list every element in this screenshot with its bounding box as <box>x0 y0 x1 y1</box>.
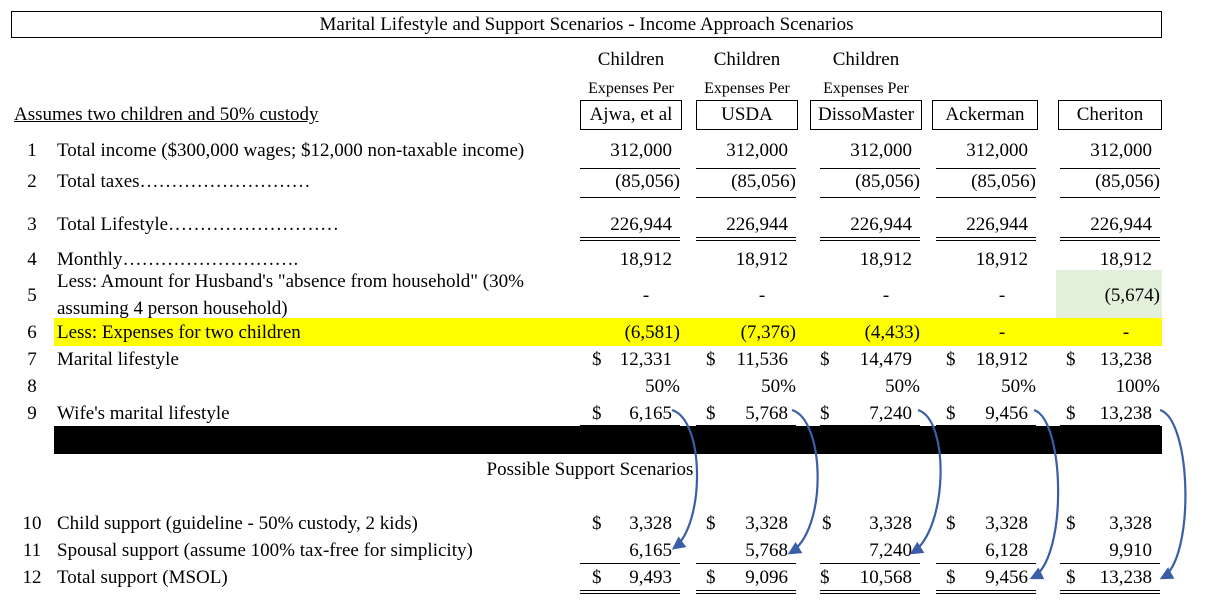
cell-value: 9,910 <box>1109 540 1152 561</box>
cell-value: 226,944 <box>726 214 788 235</box>
currency-symbol: $ <box>946 349 956 370</box>
cell-value: 3,328 <box>629 513 672 534</box>
cell-value: 11,536 <box>736 349 788 370</box>
row-label: Total taxes……………………… <box>57 171 311 192</box>
cell-value: (4,433) <box>864 322 920 343</box>
currency-symbol: $ <box>1066 513 1076 534</box>
cell-value: 50% <box>645 376 680 397</box>
row-number: 9 <box>27 403 37 424</box>
cell-value: 9,096 <box>745 567 788 588</box>
cell-value: (85,056) <box>1095 171 1160 192</box>
cell-value: 50% <box>885 376 920 397</box>
cell-value: 3,328 <box>745 513 788 534</box>
currency-symbol: $ <box>1066 403 1076 424</box>
currency-symbol: $ <box>592 349 602 370</box>
cell-value: 12,331 <box>619 349 672 370</box>
cell-value: 50% <box>761 376 796 397</box>
cell-value: 100% <box>1115 376 1160 397</box>
cell-value: (85,056) <box>731 171 796 192</box>
report-title: Marital Lifestyle and Support Scenarios - Income Approach Scenarios <box>11 11 1162 38</box>
column-cheriton: Cheriton <box>1058 100 1162 130</box>
currency-symbol: $ <box>706 567 716 588</box>
currency-symbol: $ <box>706 349 716 370</box>
cell-value: - <box>998 285 1006 306</box>
header-top-ajwa: Children <box>597 49 665 70</box>
cell-value: 10,568 <box>859 567 912 588</box>
currency-symbol: $ <box>822 513 832 534</box>
arrow-ackerman <box>1032 410 1058 578</box>
cell-value: 226,944 <box>850 214 912 235</box>
currency-symbol: $ <box>946 403 956 424</box>
row-number: 8 <box>27 376 37 397</box>
row-number: 6 <box>27 322 37 343</box>
cell-value: 13,238 <box>1099 403 1152 424</box>
cell-value: 3,328 <box>1109 513 1152 534</box>
row-label: Total support (MSOL) <box>57 567 228 588</box>
cell-value: 6,165 <box>629 540 672 561</box>
currency-symbol: $ <box>706 513 716 534</box>
cell-value: 226,944 <box>966 214 1028 235</box>
cell-value: 13,238 <box>1099 567 1152 588</box>
cell-value: 18,912 <box>975 249 1028 270</box>
row-label: Less: Amount for Husband's "absence from household" (30% <box>57 271 524 292</box>
row-label: Monthly………………………. <box>57 249 299 270</box>
cell-value: 18,912 <box>859 249 912 270</box>
currency-symbol: $ <box>820 403 830 424</box>
cell-value: 312,000 <box>610 140 672 161</box>
row-label: Wife's marital lifestyle <box>57 403 230 424</box>
cell-value: 9,456 <box>985 567 1028 588</box>
arrow-ajwa <box>672 410 697 548</box>
currency-symbol: $ <box>820 567 830 588</box>
column-dissomaster: DissoMaster <box>810 100 922 130</box>
row-number: 10 <box>22 513 42 534</box>
row-number: 11 <box>22 540 42 561</box>
cell-value: 5,768 <box>745 403 788 424</box>
arrow-cheriton <box>1160 410 1185 578</box>
header-top-dissomaster: Children <box>832 49 900 70</box>
header-mid-ajwa: Expenses Per <box>588 80 674 97</box>
cell-value: 312,000 <box>966 140 1028 161</box>
arrow-dissomaster <box>912 410 941 553</box>
currency-symbol: $ <box>1066 349 1076 370</box>
cell-value: (85,056) <box>971 171 1036 192</box>
cell-value: 3,328 <box>869 513 912 534</box>
currency-symbol: $ <box>592 403 602 424</box>
row-label: Child support (guideline - 50% custody, 2 kids) <box>57 513 418 534</box>
cell-value: - <box>758 285 766 306</box>
header-mid-dissomaster: Expenses Per <box>823 80 909 97</box>
cell-value: 5,768 <box>745 540 788 561</box>
currency-symbol: $ <box>592 567 602 588</box>
row-label: Marital lifestyle <box>57 349 179 370</box>
cell-value: 18,912 <box>619 249 672 270</box>
column-ackerman: Ackerman <box>932 100 1038 130</box>
cell-value: 14,479 <box>859 349 912 370</box>
cell-value: 226,944 <box>610 214 672 235</box>
cell-value: 6,165 <box>629 403 672 424</box>
currency-symbol: $ <box>946 567 956 588</box>
currency-symbol: $ <box>946 513 956 534</box>
row-number: 1 <box>27 140 37 161</box>
row-label: Less: Expenses for two children <box>57 322 301 343</box>
cell-value: 7,240 <box>869 403 912 424</box>
cell-value: 9,456 <box>985 403 1028 424</box>
cell-value: (7,376) <box>740 322 796 343</box>
arrow-usda <box>790 410 818 553</box>
cell-value: 18,912 <box>735 249 788 270</box>
cell-value: 3,328 <box>985 513 1028 534</box>
currency-symbol: $ <box>706 403 716 424</box>
cell-value: 7,240 <box>869 540 912 561</box>
cell-value: 226,944 <box>1090 214 1152 235</box>
support-heading: Possible Support Scenarios <box>486 459 694 480</box>
cell-value: (6,581) <box>624 322 680 343</box>
row-label: Total Lifestyle……………………… <box>57 214 340 235</box>
cell-value: - <box>642 285 650 306</box>
cell-value: (5,674) <box>1104 285 1160 306</box>
row-number: 3 <box>27 214 37 235</box>
row-number: 5 <box>27 285 37 306</box>
row-number: 12 <box>22 567 42 588</box>
cell-value: 18,912 <box>1099 249 1152 270</box>
column-usda: USDA <box>696 100 798 130</box>
column-ajwa: Ajwa, et al <box>580 100 682 130</box>
cell-value: 312,000 <box>1090 140 1152 161</box>
assumption-label: Assumes two children and 50% custody <box>14 104 319 125</box>
cell-value: - <box>998 322 1006 343</box>
cell-value: (85,056) <box>615 171 680 192</box>
cell-value: 18,912 <box>975 349 1028 370</box>
cell-value: 50% <box>1001 376 1036 397</box>
row-number: 4 <box>27 249 37 270</box>
row-number: 7 <box>27 349 37 370</box>
cell-value: - <box>882 285 890 306</box>
cell-value: 13,238 <box>1099 349 1152 370</box>
cell-value: - <box>1122 322 1130 343</box>
currency-symbol: $ <box>820 349 830 370</box>
cell-value: (85,056) <box>855 171 920 192</box>
row-number: 2 <box>27 171 37 192</box>
currency-symbol: $ <box>592 513 602 534</box>
header-top-usda: Children <box>713 49 781 70</box>
row-label-continued: assuming 4 person household) <box>57 298 288 319</box>
cell-value: 312,000 <box>726 140 788 161</box>
row-label: Spousal support (assume 100% tax-free for simplicity) <box>57 540 473 561</box>
row-label: Total income ($300,000 wages; $12,000 non-taxable income) <box>57 140 525 161</box>
cell-value: 312,000 <box>850 140 912 161</box>
header-mid-usda: Expenses Per <box>704 80 790 97</box>
cell-value: 9,493 <box>629 567 672 588</box>
cell-value: 6,128 <box>985 540 1028 561</box>
currency-symbol: $ <box>1066 567 1076 588</box>
